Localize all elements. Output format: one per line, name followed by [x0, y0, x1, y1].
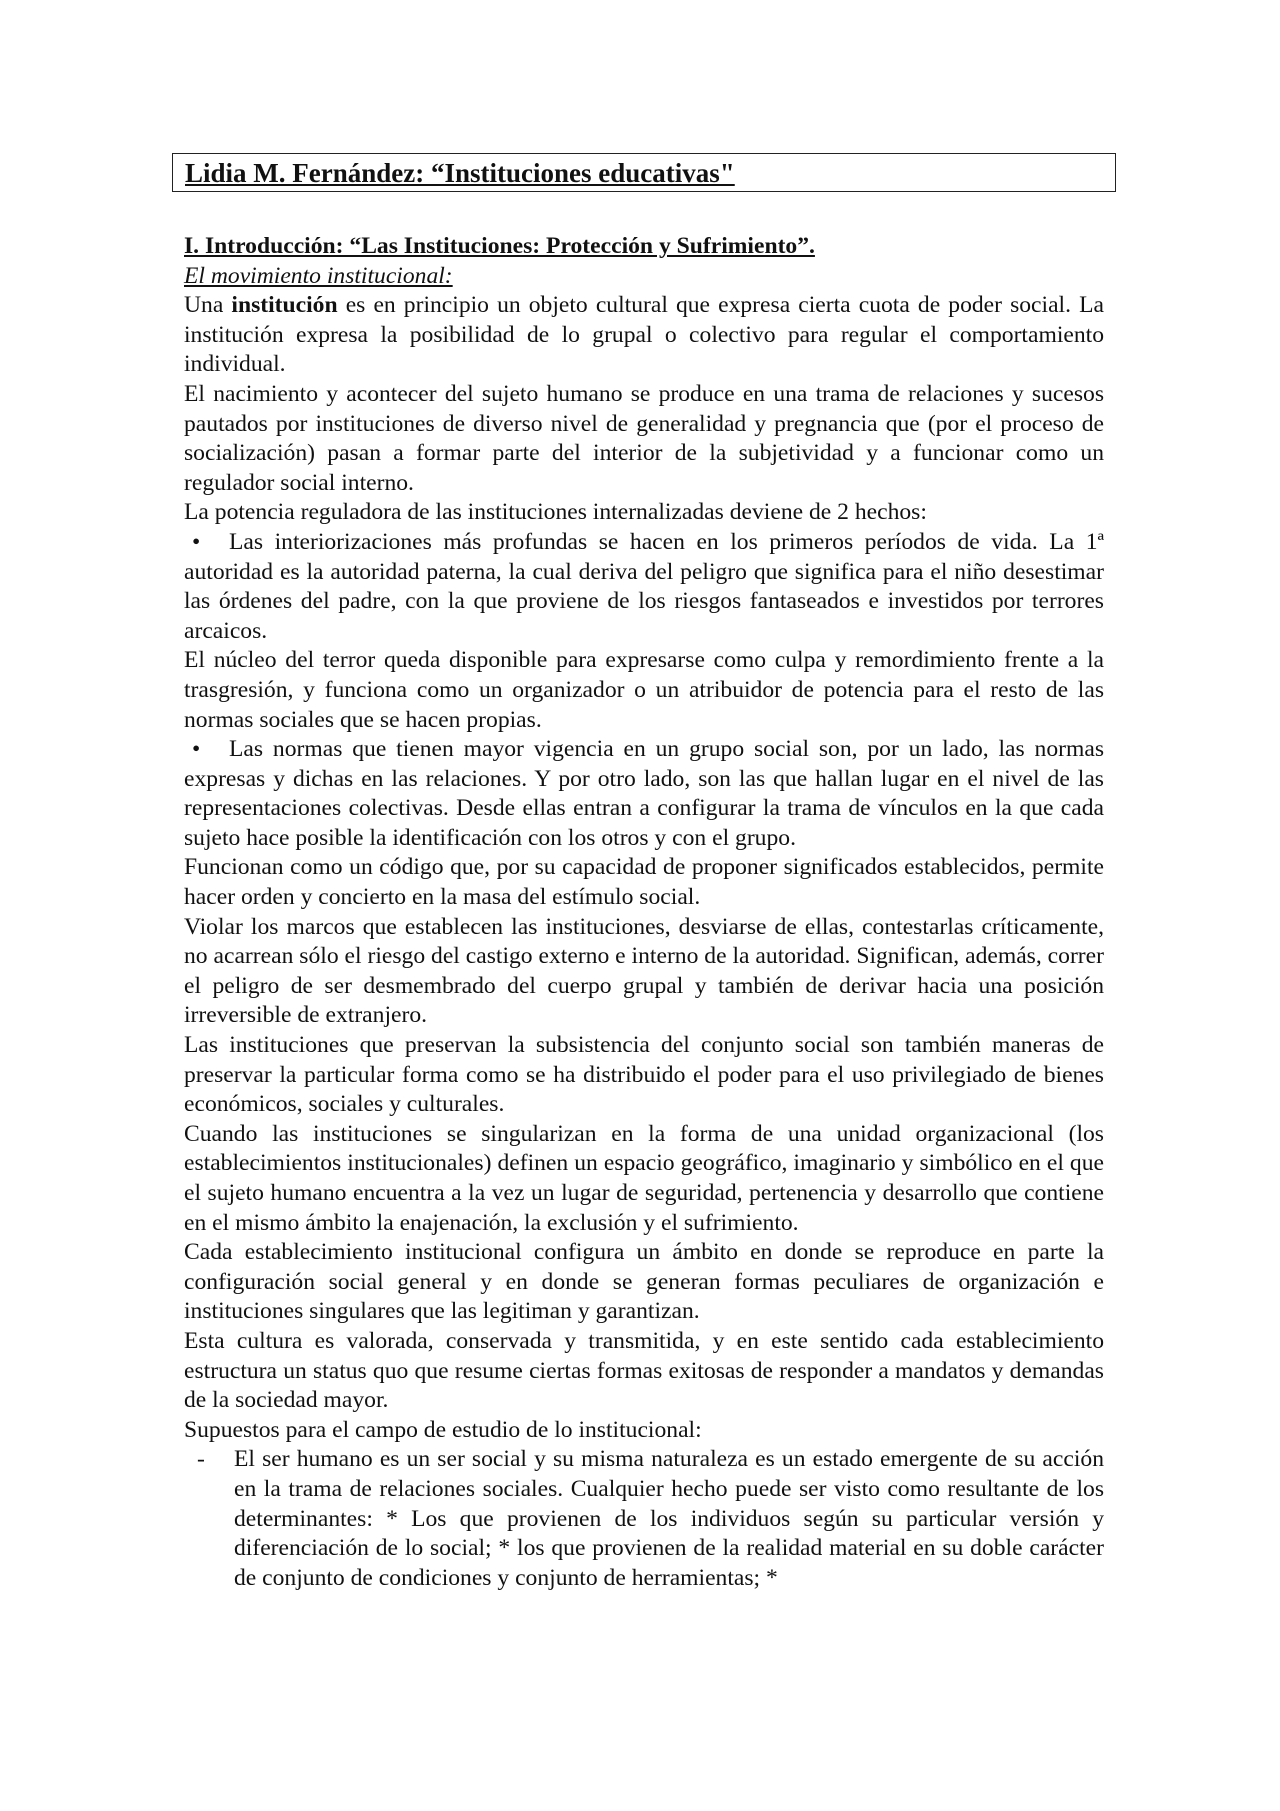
paragraph: Supuestos para el campo de estudio de lo institucional: [184, 1416, 702, 1443]
paragraph: La potencia reguladora de las instituciones internalizadas deviene de 2 hechos: [184, 499, 927, 526]
paragraph-text: es en principio un objeto cultural que expresa cierta cuota de poder social. La institución expresa la posibilidad de lo grupal o colectivo para regular el comportamiento individual. [184, 292, 1104, 378]
paragraph: Cada establecimiento institucional configura un ámbito en donde se reproduce en parte la configuración social general y en donde se generan formas peculiares de organización e instituciones singulares que las legitiman y garantizan. [184, 1239, 1104, 1325]
bullet-marker: • [192, 736, 201, 763]
bullet-text: Las interiorizaciones más profundas se hacen en los primeros períodos de vida. La 1ª autoridad es la autoridad paterna, la cual deriva del peligro que significa para el niño desestimar las órdenes del padre, con la que proviene de los riesgos fantaseados e investidos por terrores arcaicos. [184, 528, 1104, 644]
document-title: Lidia M. Fernández: “Instituciones educativas" [185, 158, 735, 188]
document-body [184, 232, 1104, 1593]
title-box [172, 153, 1116, 192]
bullet-item [184, 528, 1104, 646]
bold-term: institución [231, 292, 338, 319]
paragraph: Funcionan como un código que, por su capacidad de proponer significados establecidos, permite hacer orden y concierto en la masa del estímulo social. [184, 854, 1104, 911]
paragraph-text: Una [184, 292, 232, 319]
paragraph: Las instituciones que preservan la subsistencia del conjunto social son también maneras de preservar la particular forma como se ha distribuido el poder para el uso privilegiado de bienes económicos, sociales y culturales. [184, 1032, 1104, 1118]
paragraph: Esta cultura es valorada, conservada y transmitida, y en este sentido cada establecimiento estructura un status quo que resume ciertas formas exitosas de responder a mandatos y demandas de la sociedad mayor. [184, 1327, 1104, 1414]
bullet-item [184, 735, 1104, 853]
section-subheading: El movimiento institucional: [184, 262, 453, 289]
paragraph: El nacimiento y acontecer del sujeto humano se produce en una trama de relaciones y sucesos pautados por instituciones de diverso nivel de generalidad y pregnancia que (por el proceso de socialización) pasan a formar parte del interior de la subjetividad y a funcionar como un regulador social interno. [184, 380, 1104, 496]
dash-marker: - [197, 1446, 205, 1473]
section-heading: I. Introducción: “Las Instituciones: Protección y Sufrimiento”. [184, 233, 815, 259]
bullet-marker: • [192, 528, 201, 555]
paragraph: El núcleo del terror queda disponible para expresarse como culpa y remordimiento frente a la trasgresión, y funciona como un organizador o un atribuidor de potencia para el resto de las normas sociales que se hacen propias. [184, 647, 1104, 733]
bullet-text: Las normas que tienen mayor vigencia en un grupo social son, por un lado, las normas expresas y dichas en las relaciones. Y por otro lado, son las que hallan lugar en el nivel de las representaciones colectivas. Desde ellas entran a configurar la trama de vínculos en la que cada sujeto hace posible la identificación con los otros y con el grupo. [184, 736, 1104, 851]
paragraph: Cuando las instituciones se singularizan en la forma de una unidad organizacional (los establecimientos institucionales) definen un espacio geográfico, imaginario y simbólico en el que el sujeto humano encuentra a la vez un lugar de seguridad, pertenencia y desarrollo que contiene en el mismo ámbito la enajenación, la exclusión y el sufrimiento. [184, 1120, 1104, 1236]
dash-text: El ser humano es un ser social y su misma naturaleza es un estado emergente de su acción en la trama de relaciones sociales. Cualquier hecho puede ser visto como resultante de los determinantes: * Los que provienen de los individuos según su particular versión y diferenciación de lo social; * los que provienen de la realidad material en su doble carácter de conjunto de condiciones y conjunto de herramientas; * [234, 1446, 1104, 1591]
paragraph: Violar los marcos que establecen las instituciones, desviarse de ellas, contestarlas críticamente, no acarrean sólo el riesgo del castigo externo e interno de la autoridad. Significan, además, correr el peligro de ser desmembrado del cuerpo grupal y también de derivar hacia una posición irreversible de extranjero. [184, 913, 1104, 1029]
dash-item [184, 1445, 1104, 1593]
paragraph-institucion [184, 291, 1104, 380]
